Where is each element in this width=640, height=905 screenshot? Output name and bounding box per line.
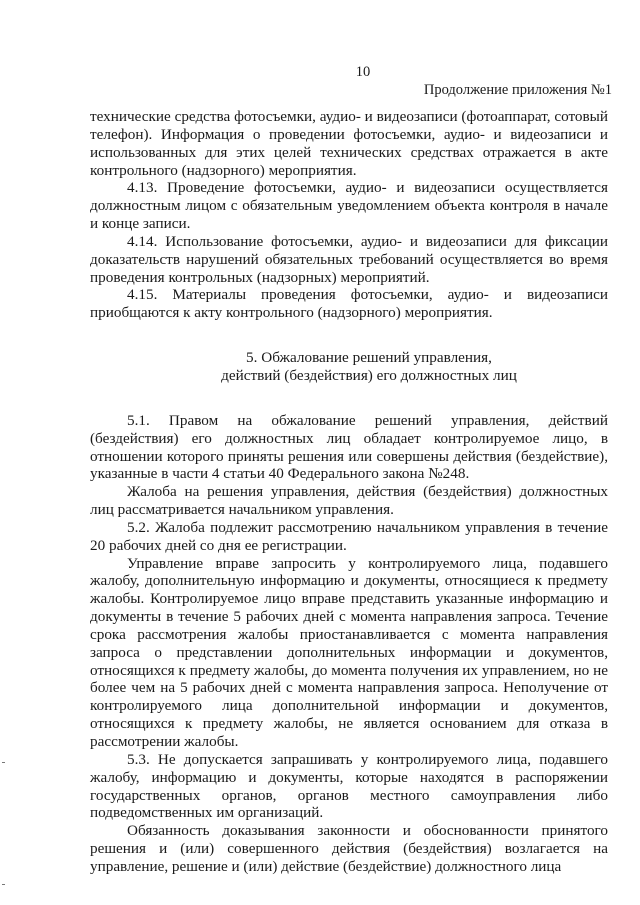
appendix-note: Продолжение приложения №1 — [423, 82, 612, 98]
paragraph-4-15: 4.15. Материалы проведения фотосъемки, аудио- и видеозаписи приобщаются к акту контрольного (надзорного) мероприятия. — [90, 286, 608, 322]
scan-mark — [2, 884, 5, 885]
paragraph-request-info: Управление вправе запросить у контролируемого лица, подавшего жалобу, дополнительную информацию и документы, относящиеся к предмету жалобы. Контролируемое лицо вправе представить указанные информацию и документы в течение 5 рабочих дней с момента направления запроса. Течение срока рассмотрения жалобы приостанавливается с момента направления запроса о представлении дополнительных информации и документов, относящихся к предмету жалобы, до момента получения их управлением, но не более чем на 5 рабочих дней с момента направления запроса. Неполучение от контролируемого лица дополнительной информации и документов, относящихся к предмету жалобы, не является основанием для отказа в рассмотрении жалобы. — [90, 554, 608, 750]
paragraph-burden-of-proof: Обязанность доказывания законности и обоснованности принятого решения и (или) совершенного действия (бездействия) возлагается на управление, решение и (или) действие (бездействие) должностного лица — [90, 822, 608, 875]
scan-mark — [2, 762, 5, 763]
page-number: 10 — [355, 64, 371, 80]
paragraph-complaint: Жалоба на решения управления, действия (бездействия) должностных лиц рассматривается начальником управления. — [90, 483, 608, 519]
section-heading-line1: 5. Обжалование решений управления, — [246, 349, 492, 367]
paragraph-4-14: 4.14. Использование фотосъемки, аудио- и видеозаписи для фиксации доказательств нарушений обязательных требований осуществляется во время проведения контрольных (надзорных) мероприятий. — [90, 232, 608, 286]
section-heading — [90, 349, 608, 385]
paragraph-continuation: технические средства фотосъемки, аудио- и видеозаписи (фотоаппарат, сотовый телефон). Информация о проведении фотосъемки, аудио- и видеозаписи и использованных для этих целей технических средствах отражается в акте контрольного (надзорного) мероприятия. — [90, 108, 608, 179]
section-heading-line2: действий (бездействия) его должностных лиц — [221, 366, 517, 384]
paragraph-5-1: 5.1. Правом на обжалование решений управления, действий (бездействия) его должностных лиц обладает контролируемое лицо, в отношении которого приняты решения или совершены действия (бездействие), указанные в части 4 статьи 40 Федерального закона №248. — [90, 411, 608, 483]
paragraph-5-2: 5.2. Жалоба подлежит рассмотрению начальником управления в течение 20 рабочих дней со дня ее регистрации. — [90, 518, 608, 554]
paragraph-5-3: 5.3. Не допускается запрашивать у контролируемого лица, подавшего жалобу, информацию и документы, которые находятся в распоряжении государственных органов, органов местного самоуправления либо подведомственных им организаций. — [90, 750, 608, 822]
paragraph-4-13: 4.13. Проведение фотосъемки, аудио- и видеозаписи осуществляется должностным лицом с обязательным уведомлением объекта контроля в начале и конце записи. — [90, 179, 608, 233]
document-body — [90, 108, 608, 876]
